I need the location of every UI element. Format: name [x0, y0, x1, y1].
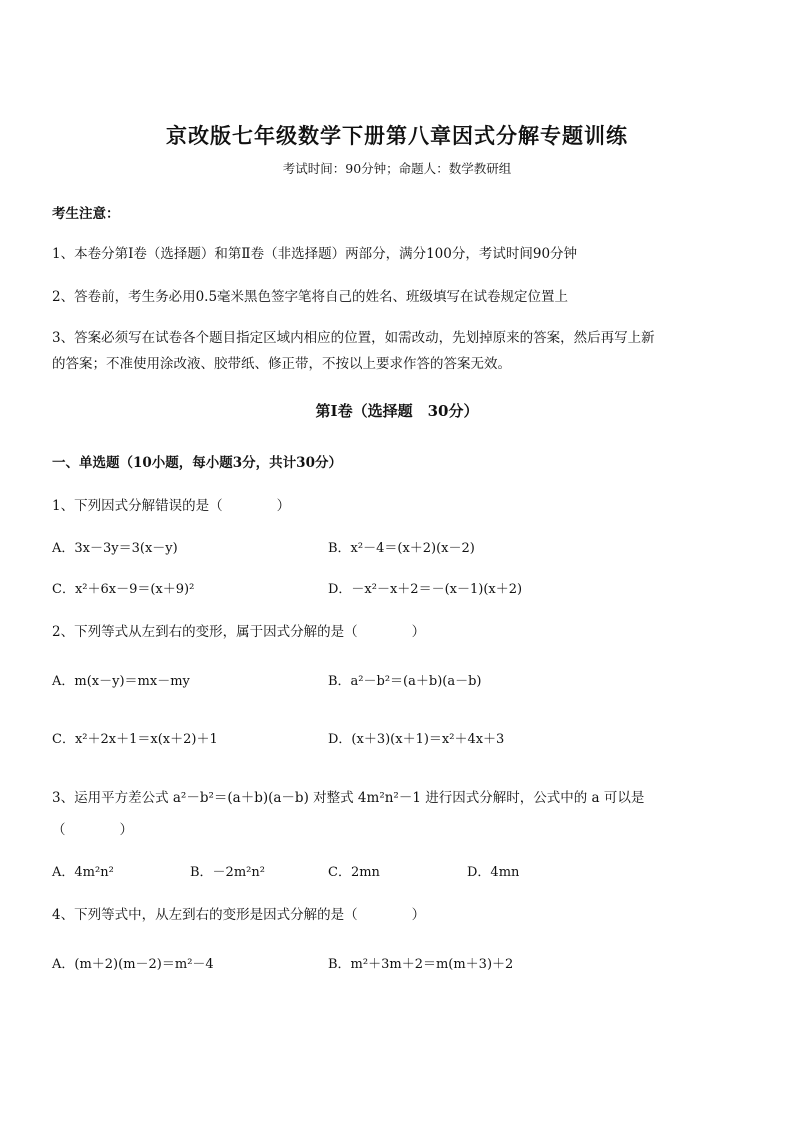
exam-subtitle: 考试时间：90分钟；命题人：数学教研组 [282, 161, 512, 176]
question-2-option-c[interactable]: C．x²＋2x＋1＝x(x＋2)＋1 [52, 732, 218, 747]
question-1-option-c[interactable]: C．x²＋6x－9＝(x＋9)² [52, 582, 195, 597]
question-4-option-a[interactable]: A．(m＋2)(m－2)＝m²－4 [52, 957, 214, 972]
section-title: 第Ⅰ卷（选择题 30分） [315, 402, 479, 420]
question-2-option-d[interactable]: D．(x＋3)(x＋1)＝x²＋4x＋3 [328, 732, 505, 747]
question-3-option-c[interactable]: C．2mn [328, 865, 380, 880]
question-1-stem: 1、下列因式分解错误的是（ ） [52, 498, 291, 514]
exam-title: 京改版七年级数学下册第八章因式分解专题训练 [166, 123, 628, 148]
question-2-option-a[interactable]: A．m(x－y)＝mx－my [52, 674, 190, 689]
notice-item-2: 2、答卷前，考生务必用0.5毫米黑色签字笔将自己的姓名、班级填写在试卷规定位置上 [52, 289, 569, 305]
question-3-stem: 3、运用平方差公式 a²－b²＝(a＋b)(a－b) 对整式 4m²n²－1 进行因式分解时，公式中的 a 可以是 [52, 790, 645, 806]
question-3-option-a[interactable]: A．4m²n² [52, 865, 114, 880]
question-4-option-b[interactable]: B．m²＋3m＋2＝m(m＋3)＋2 [328, 957, 514, 972]
notice-item-3-cont: 的答案；不准使用涂改液、胶带纸、修正带，不按以上要求作答的答案无效。 [52, 356, 511, 372]
notice-item-3: 3、答案必须写在试卷各个题目指定区域内相应的位置，如需改动，先划掉原来的答案，然后再写上新 [52, 330, 655, 346]
question-3-stem-cont: （ ） [52, 822, 133, 838]
part-heading: 一、单选题（10小题，每小题3分，共计30分） [52, 455, 342, 471]
question-4-stem: 4、下列等式中，从左到右的变形是因式分解的是（ ） [52, 907, 426, 923]
question-1-option-a[interactable]: A．3x－3y＝3(x－y) [52, 541, 178, 556]
notice-item-1: 1、本卷分第Ⅰ卷（选择题）和第Ⅱ卷（非选择题）两部分，满分100分，考试时间90分钟 [52, 246, 578, 262]
question-1-option-b[interactable]: B．x²－4＝(x＋2)(x－2) [328, 541, 475, 556]
notice-heading: 考生注意： [52, 206, 120, 222]
question-2-stem: 2、下列等式从左到右的变形，属于因式分解的是（ ） [52, 624, 426, 640]
question-3-option-b[interactable]: B．－2m²n² [190, 865, 265, 880]
question-2-option-b[interactable]: B．a²－b²＝(a＋b)(a－b) [328, 674, 482, 689]
question-1-option-d[interactable]: D．－x²－x＋2＝－(x－1)(x＋2) [328, 582, 523, 597]
question-3-option-d[interactable]: D．4mn [467, 865, 520, 880]
